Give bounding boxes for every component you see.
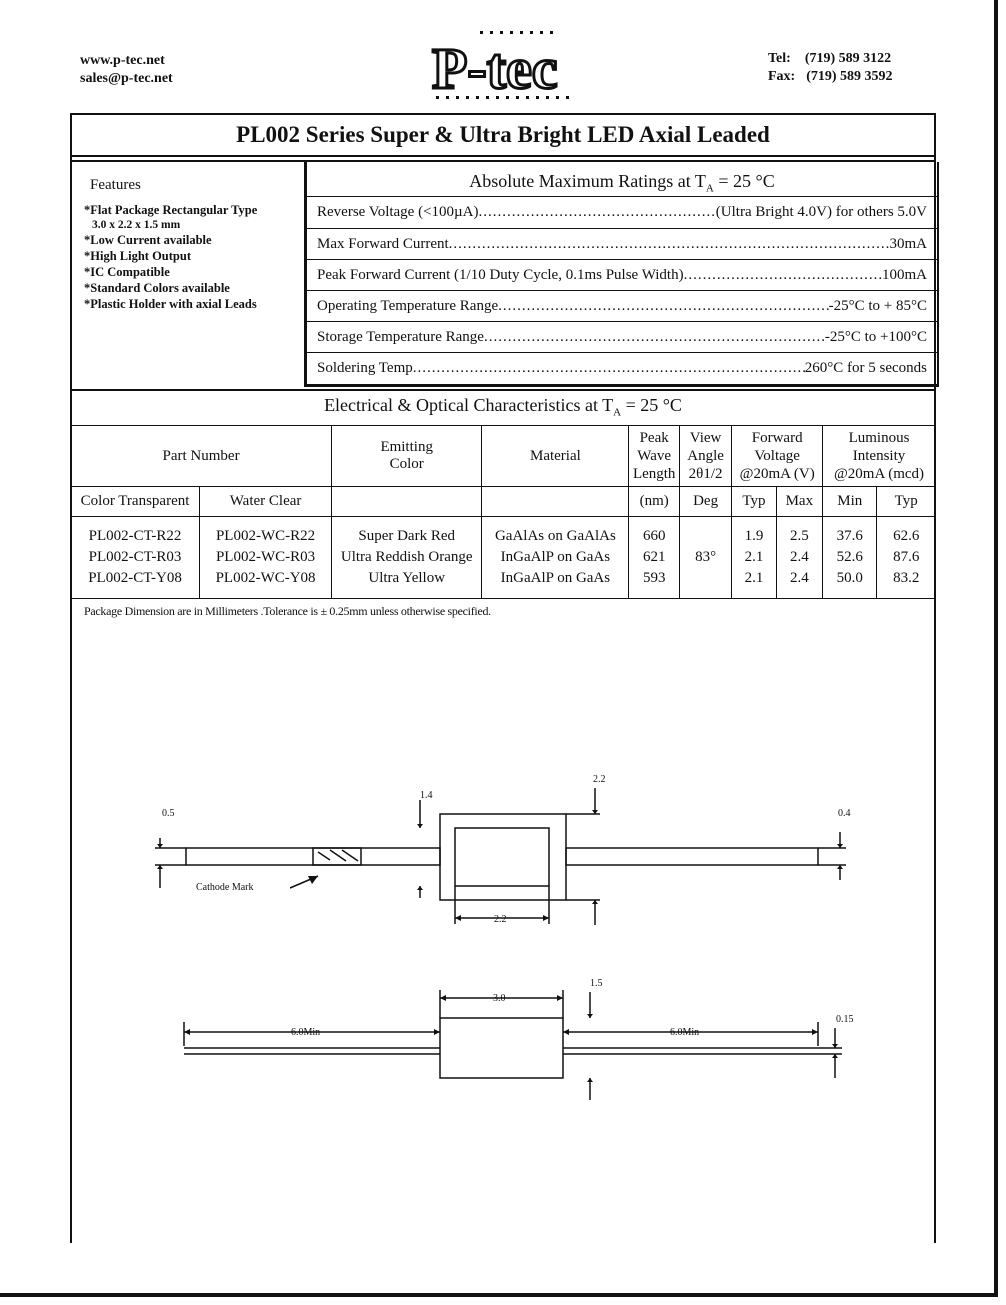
col-part-number: Part Number [71,426,332,487]
feature-item: *Low Current available [84,233,212,247]
fax-label: Fax: [768,69,796,84]
dim-label: 1.5 [590,978,603,989]
dim-label: 1.4 [420,790,433,801]
table-cell: 660 [642,528,666,544]
table-cell: PL002-CT-R22 [88,528,182,544]
tel-number: (719) 589 3122 [804,51,892,66]
dim-label: 6.0Min [670,1027,700,1038]
table-cell: 2.4 [789,570,809,586]
table-cell: PL002-CT-R03 [88,549,182,565]
table-cell: GaAlAs on GaAlAs [494,528,616,544]
package-drawing [0,760,1006,1120]
cathode-band [313,848,361,865]
cathode-label: Cathode Mark [196,882,254,893]
table-cell: 2.5 [789,528,809,544]
email-link[interactable]: sales@p-tec.net [80,71,173,86]
col-emitting-color: Emitting Color [332,426,482,487]
rating-row: Storage Temperature Range ..... -25°C to +100°C [307,321,937,353]
table-cell: 1.9 [744,528,764,544]
col-material: Material [482,426,629,487]
col-view: View Angle 2θ1/2 [679,426,731,487]
dim-label: 6.0Min [291,1027,321,1038]
phone-block [768,50,893,86]
table-cell: Ultra Yellow [368,570,446,586]
sub-wc: Water Clear [200,487,332,517]
table-cell: 50.0 [836,570,863,586]
sub-deg: Deg [679,487,731,517]
rating-row: Peak Forward Current (1/10 Duty Cycle, 0.1ms Pulse Width) ..... 100mA [307,259,937,291]
table-cell: 621 [642,549,666,565]
rating-row: Operating Temperature Range ..... -25°C to + 85°C [307,290,937,322]
website-link[interactable]: www.p-tec.net [80,53,165,68]
sub-typ: Typ [877,487,936,517]
package-note: Package Dimension are in Millimeters .Tolerance is ± 0.25mm unless otherwise specified. [84,604,491,618]
dim-label: 0.5 [162,808,175,819]
section-divider [72,389,934,391]
sub-typ: Typ [732,487,776,517]
feature-item: *High Light Output [84,249,191,263]
ratings-heading: Absolute Maximum Ratings at $T_A = 25$ °C [469,171,775,195]
page-title: PL002 Series Super & Ultra Bright LED Axial Leaded [236,122,770,147]
col-forward: Forward Voltage @20mA (V) [732,426,823,487]
rating-row: Reverse Voltage (<100µA) ..... (Ultra Bright 4.0V) for others 5.0V [307,197,937,228]
title-divider [72,155,934,157]
package-window [455,828,549,886]
features-list [84,202,257,312]
table-cell: 87.6 [893,549,920,565]
characteristics-table [70,425,936,599]
dim-label: 3.0 [493,993,506,1004]
table-cell: PL002-WC-Y08 [215,570,316,586]
sub-min: Min [823,487,877,517]
dim-label: 0.4 [838,808,851,819]
table-cell: 593 [642,570,666,586]
tel-label: Tel: [768,51,791,66]
rating-row: Max Forward Current ..... 30mA [307,228,937,260]
table-cell: 62.6 [893,528,920,544]
contact-block [80,52,173,88]
table-cell: PL002-CT-Y08 [88,570,182,586]
table-cell: 2.4 [789,549,809,565]
feature-item: 3.0 x 2.2 x 1.5 mm [92,219,181,231]
table-cell: 2.1 [744,549,764,565]
col-luminous: Luminous Intensity @20mA (mcd) [823,426,936,487]
sub-ct: Color Transparent [71,487,200,517]
table-cell: 2.1 [744,570,764,586]
features-heading: Features [90,177,141,193]
feature-item: *Flat Package Rectangular Type [84,203,258,217]
eoc-heading: Electrical & Optical Characteristics at $T_A = 25$ °C [324,395,682,419]
feature-item: *Standard Colors available [84,281,230,295]
package-body [440,814,566,900]
feature-item: *IC Compatible [84,265,170,279]
data-rows [71,517,936,599]
table-cell: PL002-WC-R22 [215,528,316,544]
ratings-box [304,162,939,387]
table-cell: Super Dark Red [358,528,456,544]
svg-text:P-tec: P-tec [432,36,558,101]
rating-row: Soldering Temp ..... 260°C for 5 seconds [307,352,937,382]
table-cell: InGaAlP on GaAs [500,570,611,586]
sub-max: Max [776,487,822,517]
dim-label: 0.15 [836,1014,854,1025]
right-lead [566,848,818,865]
table-cell: InGaAlP on GaAs [500,549,611,565]
side-body [440,1018,563,1078]
table-cell: PL002-WC-R03 [215,549,316,565]
table-cell: 83.2 [893,570,920,586]
view-angle-cell: 83° [679,517,731,599]
sub-nm: (nm) [629,487,679,517]
feature-item: *Plastic Holder with axial Leads [84,297,257,311]
col-peak: Peak Wave Length [629,426,679,487]
dim-label: 2.2 [593,774,606,785]
table-cell: Ultra Reddish Orange [340,549,473,565]
ptec-logo [430,28,576,104]
dim-label: 2.2 [494,914,507,925]
fax-number: (719) 589 3592 [806,69,893,84]
table-cell: 37.6 [836,528,863,544]
table-cell: 52.6 [836,549,863,565]
